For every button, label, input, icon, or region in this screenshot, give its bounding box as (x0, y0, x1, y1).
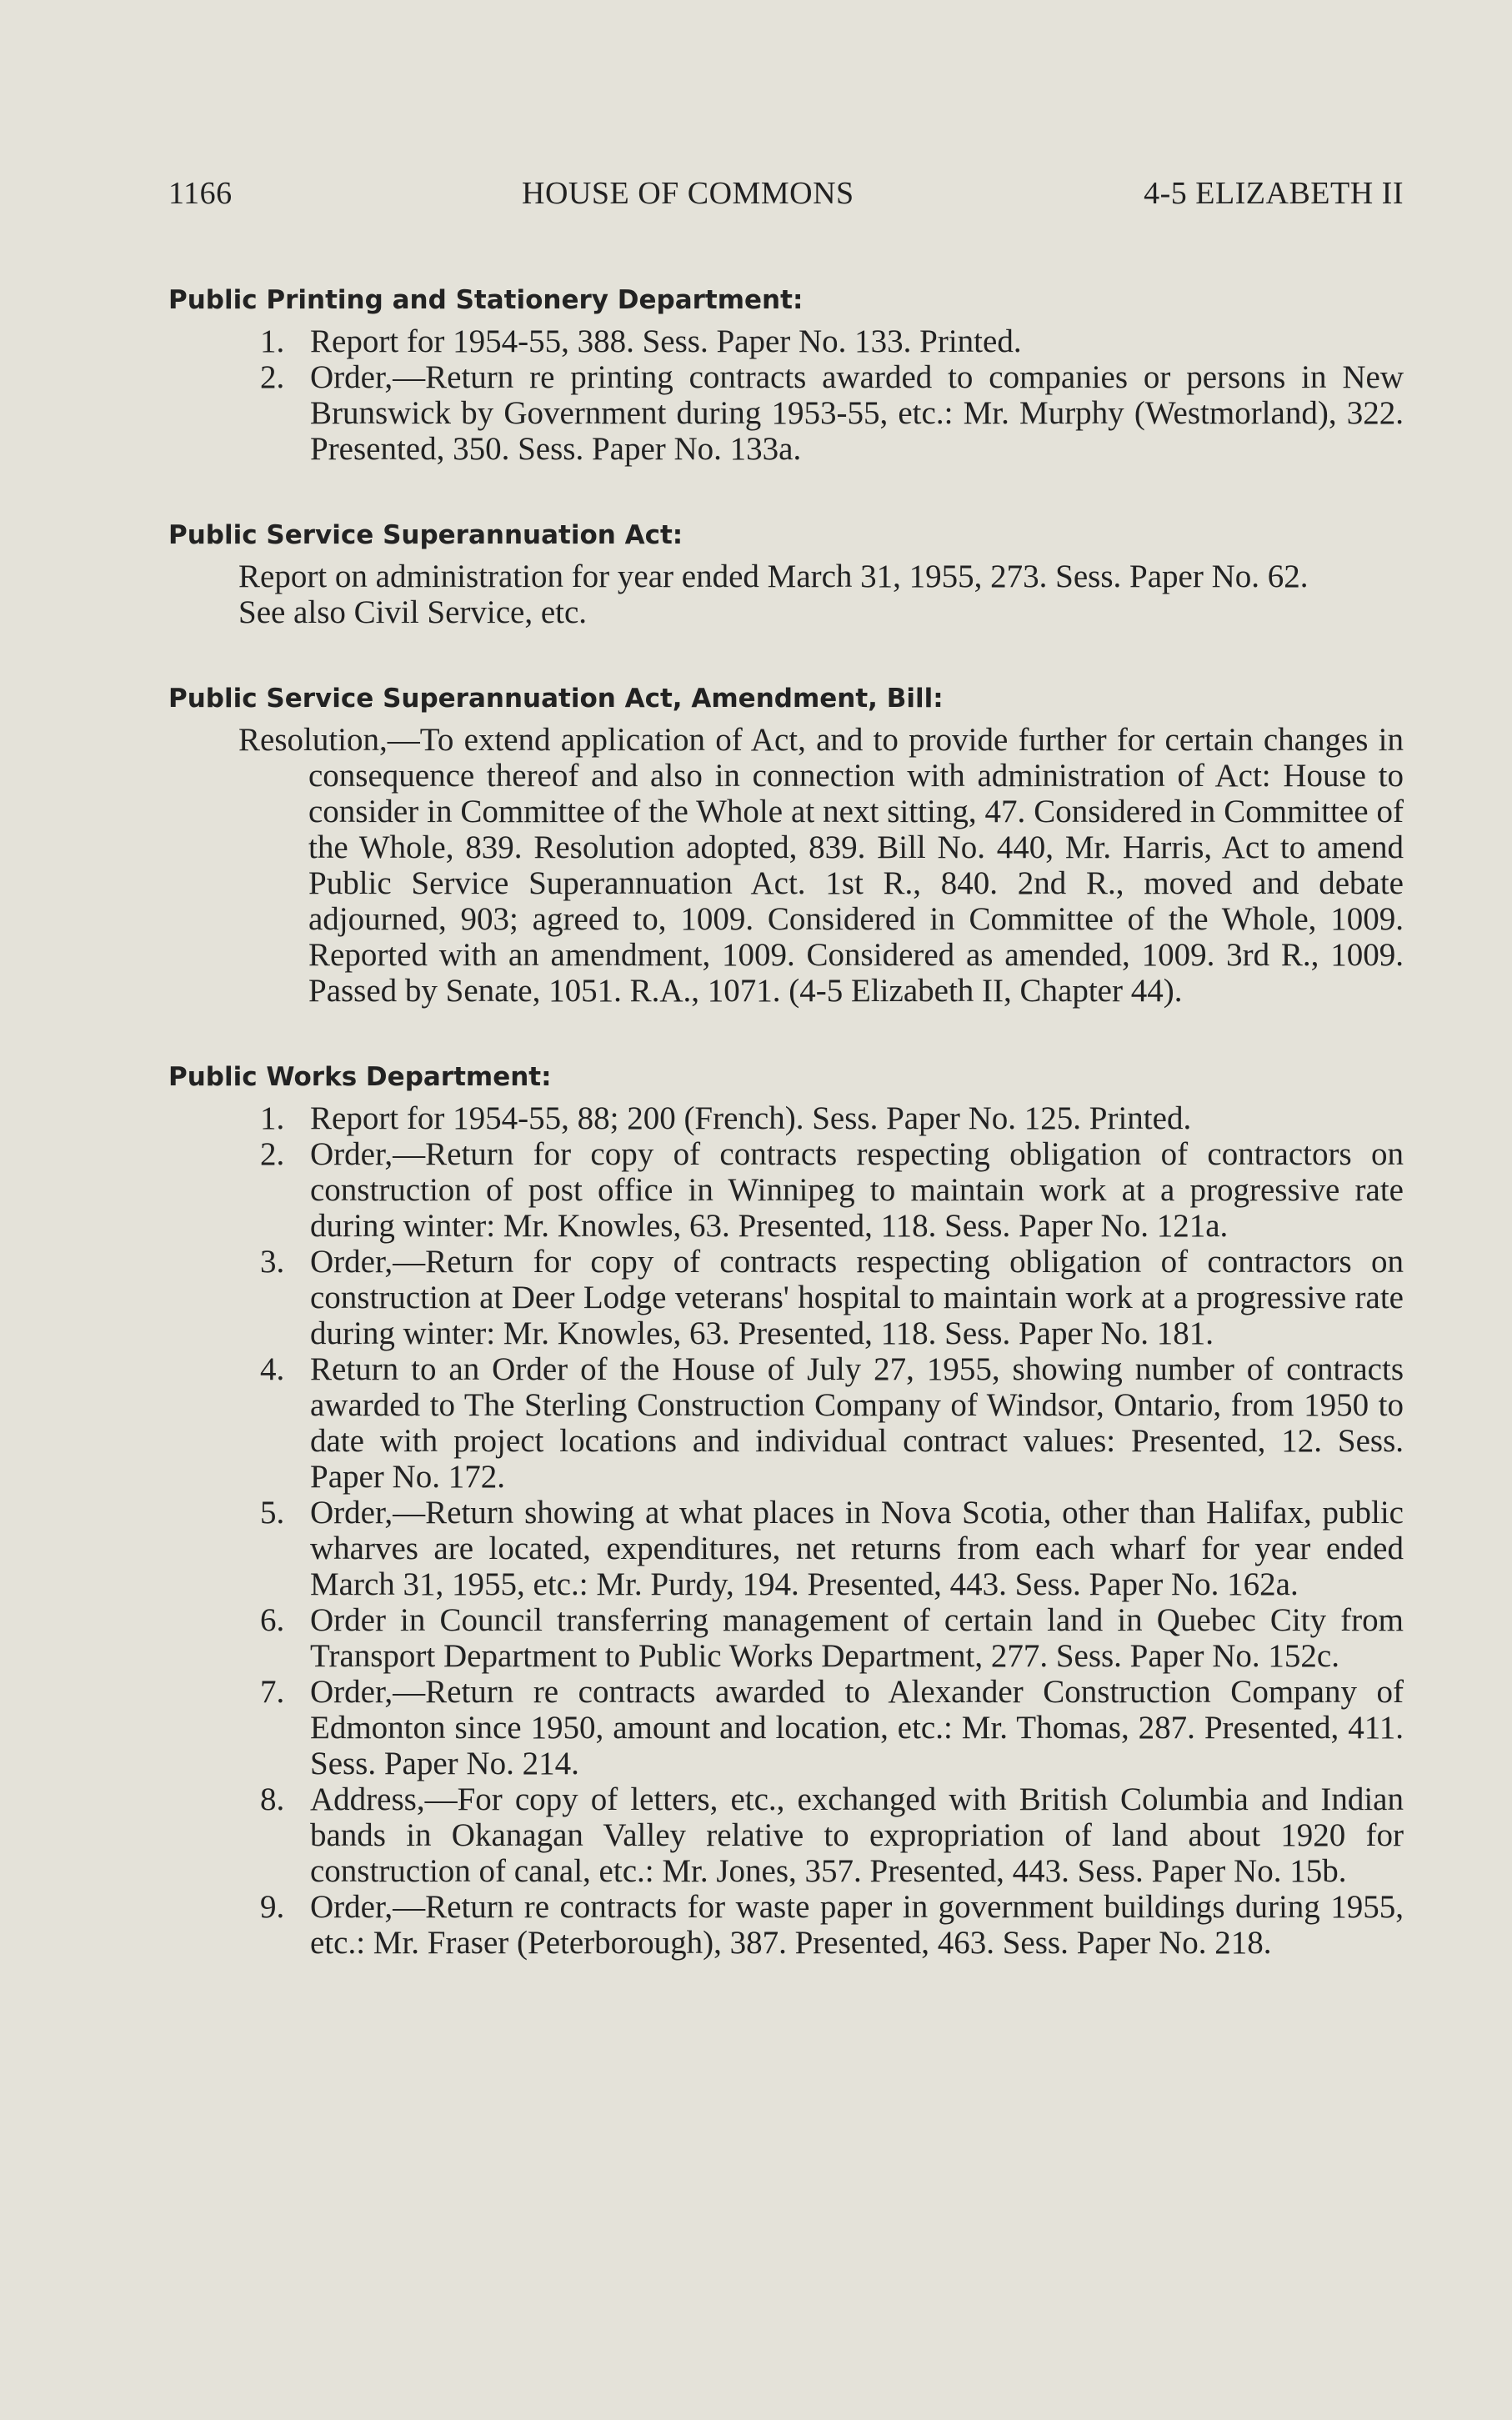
section-heading: Public Printing and Stationery Department: (168, 285, 804, 315)
item-text: Report for 1954-55, 388. Sess. Paper No. 133. Printed. (310, 323, 1022, 359)
item-text: Order in Council transferring management of certain land in Quebec City from Transport Department to Public Works Department, 277. Sess. Paper No. 152c. (310, 1602, 1404, 1674)
running-head (168, 175, 1404, 212)
section-public-works (168, 1062, 1404, 1961)
entry-text: Report on administration for year ended March 31, 1955, 273. Sess. Paper No. 62. (238, 559, 1309, 594)
entry-text: See also Civil Service, etc. (238, 594, 588, 630)
item-number: 3. (260, 1244, 285, 1280)
section-superannuation-amendment-bill (168, 684, 1404, 1009)
list-item (168, 1889, 1404, 1961)
item-number: 6. (260, 1602, 285, 1638)
section-public-printing (168, 285, 1404, 467)
item-number: 2. (260, 359, 285, 395)
item-text: Order,—Return for copy of contracts respecting obligation of contractors on construction of post office in Winnipeg to maintain work at a progressive rate during winter: Mr. Knowles, 63. Presented, 118. Sess. Paper No. 121a. (310, 1136, 1404, 1244)
page-number: 1166 (168, 176, 233, 211)
list-item (168, 1136, 1404, 1244)
item-number: 7. (260, 1674, 285, 1710)
item-number: 8. (260, 1781, 285, 1817)
section-superannuation-act (168, 520, 1404, 630)
item-number: 2. (260, 1136, 285, 1172)
item-number: 1. (260, 323, 285, 359)
item-text: Order,—Return for copy of contracts respecting obligation of contractors on construction at Deer Lodge veterans' hospital to maintain work at a progressive rate during winter: Mr. Knowles, 63. Presented, 118. Sess. Paper No. 181. (310, 1244, 1404, 1351)
list-item (168, 1351, 1404, 1495)
item-text: Address,—For copy of letters, etc., exchanged with British Columbia and Indian bands in Okanagan Valley relative to expropriation of land about 1920 for construction of canal, etc.: Mr. Jones, 357. Presented, 443. Sess. Paper No. 15b. (310, 1781, 1404, 1889)
item-number: 1. (260, 1100, 285, 1136)
section-heading: Public Service Superannuation Act, Amendment, Bill: (168, 684, 944, 714)
item-text: Return to an Order of the House of July 27, 1955, showing number of contracts awarded to The Sterling Construction Company of Windsor, Ontario, from 1950 to date with project locations and individual contract values: Presented, 12. Sess. Paper No. 172. (310, 1351, 1404, 1495)
item-text: Report for 1954-55, 88; 200 (French). Sess. Paper No. 125. Printed. (310, 1100, 1192, 1136)
item-number: 5. (260, 1495, 285, 1531)
section-heading: Public Works Department: (168, 1062, 552, 1092)
list-item (168, 1602, 1404, 1674)
item-text: Order,—Return re contracts awarded to Alexander Construction Company of Edmonton since 1950, amount and location, etc.: Mr. Thomas, 287. Presented, 411. Sess. Paper No. 214. (310, 1674, 1404, 1781)
list-item (168, 1674, 1404, 1781)
item-text: Order,—Return showing at what places in Nova Scotia, other than Halifax, public wharves are located, expenditures, net returns from each wharf for year ended March 31, 1955, etc.: Mr. Purdy, 194. Presented, 443. Sess. Paper No. 162a. (310, 1495, 1404, 1602)
item-text: Order,—Return re printing contracts awarded to companies or persons in New Brunswick by Government during 1953-55, etc.: Mr. Murphy (Westmorland), 322. Presented, 350. Sess. Paper No. 133a. (310, 359, 1404, 467)
list-item (168, 1495, 1404, 1602)
regnal-year: 4-5 ELIZABETH II (1144, 176, 1404, 211)
entry-text: Resolution,—To extend application of Act, and to provide further for certain changes in consequence thereof and also in connection with administration of Act: House to consider in Committee of the Whole at next sitting, 47. Considered in Committee of the Whole, 839. Resolution adopted, 839. Bill No. 440, Mr. Harris, Act to amend Public Service Superannuation Act. 1st R., 840. 2nd R., moved and debate adjourned, 903; agreed to, 1009. Considered in Committee of the Whole, 1009. Reported with an amendment, 1009. Considered as amended, 1009. 3rd R., 1009. Passed by Senate, 1051. R.A., 1071. (4-5 Elizabeth II, Chapter 44). (238, 722, 1404, 1009)
list-item (168, 1781, 1404, 1889)
item-text: Order,—Return re contracts for waste paper in government buildings during 1955, etc.: Mr. Fraser (Peterborough), 387. Presented, 463. Sess. Paper No. 218. (310, 1889, 1404, 1961)
item-number: 9. (260, 1889, 285, 1925)
list-item (168, 359, 1404, 467)
item-number: 4. (260, 1351, 285, 1387)
list-item (168, 323, 1404, 359)
list-item (168, 1244, 1404, 1351)
page-title: HOUSE OF COMMONS (522, 176, 854, 211)
section-heading: Public Service Superannuation Act: (168, 520, 683, 550)
list-item (168, 1100, 1404, 1136)
